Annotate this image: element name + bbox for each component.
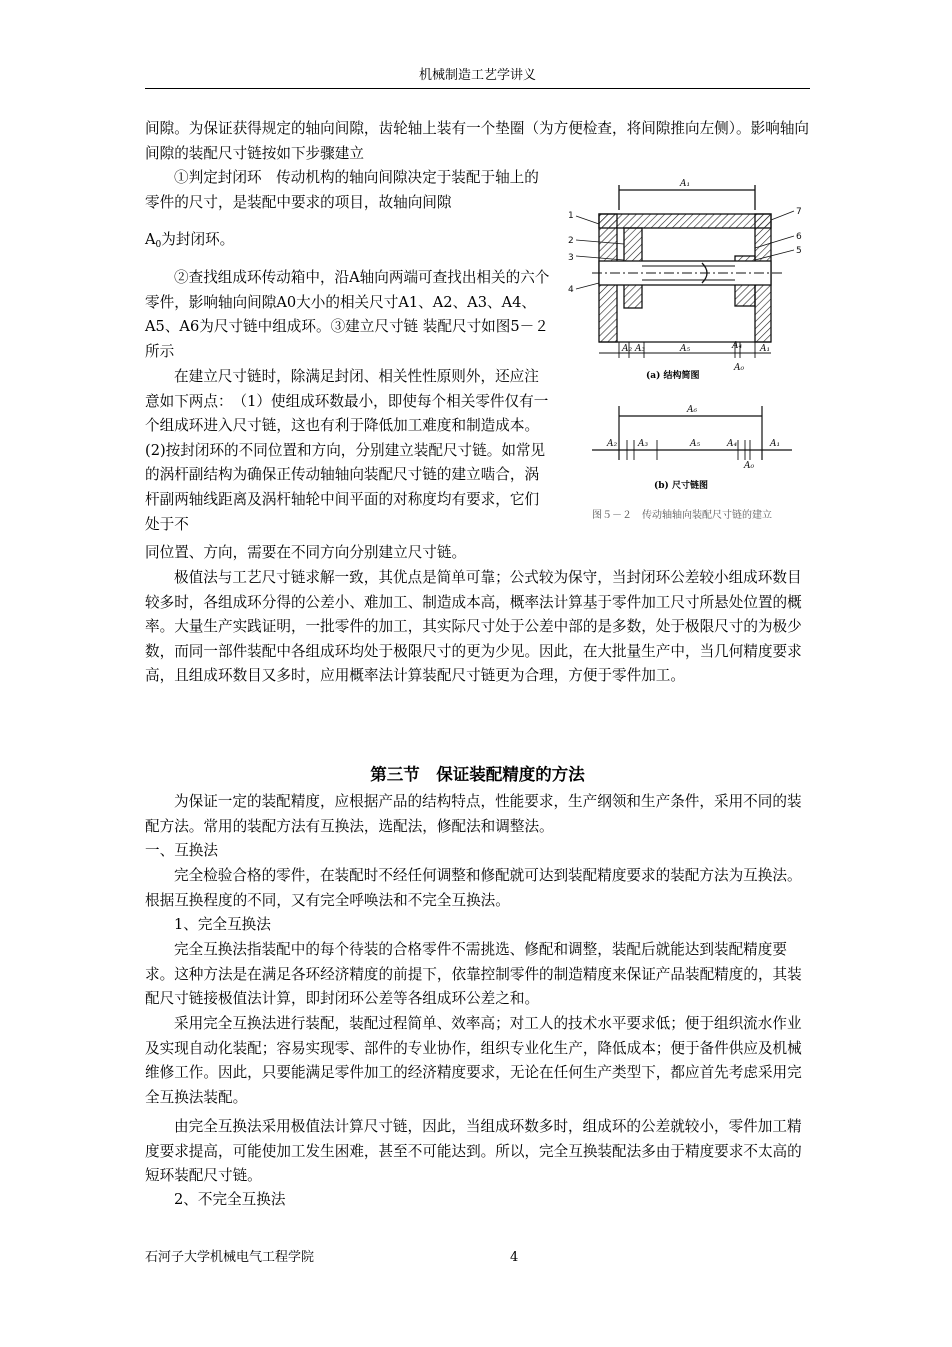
step1-tail: 为封闭环。 [161,231,235,248]
part-number-4: 4 [568,285,574,295]
section-heading: 第三节 保证装配精度的方法 [370,765,585,784]
limitations-paragraph: 由完全互换法采用极值法计算尺寸链，因此，当组成环数多时，组成环的公差就较小，零件加工精度要求提高，可能使加工发生困难，甚至不可能达到。所以，完全互换装配法多由于精度要求不太高的短环装配尺寸链。 [145,1118,802,1185]
structure-sketch [576,185,794,358]
figure-caption-b: (b) 尺寸链图 [654,481,708,491]
part-number-3: 3 [568,253,574,263]
subheading-complete-interchange: 1、完全互换法 [174,916,271,933]
section-intro-paragraph: 为保证一定的装配精度，应根据产品的结构特点，性能要求，生产纲领和生产条件，采用不同的装配方法。常用的装配方法有互换法，选配法，修配法和调整法。 [145,793,802,835]
part-number-7: 7 [796,207,802,217]
closing-ring-subscript: 0 [155,240,162,250]
page-header-title: 机械制造工艺学讲义 [418,68,536,83]
step2-paragraph: ②查找组成环传动箱中，沿A轴向两端可查找出相关的六个零件，影响轴向间隙A0大小的相关尺寸A1、A2、A3、A4、A5、A6为尺寸链中组成环。③建立尺寸链 装配尺寸如图5－２所示 [145,269,550,360]
extreme-method-paragraph: 极值法与工艺尺寸链求解一致，其优点是简单可靠；公式较为保守，当封闭环公差较小组成环数目较多时，各组成环分得的公差小、难加工、制造成本高，概率法计算基于零件加工尺寸所悬处位置的概率。大量生产实践证明，一批零件的加工，其实际尺寸处于公差中部的是多数，处于极限尺寸的为极少数，而同一部件装配中各组成环均处于极限尺寸的更为少见。因此，在大批量生产中，当几何精度要求高，且组成环数目又多时，应用概率法计算装配尺寸链更为合理，方便于零件加工。 [145,569,802,685]
closing-ring-symbol: A [145,231,156,248]
chain-label-a5: A₅ [690,439,701,449]
figure-caption: 图５－２ 传动轴轴向装配尺寸链的建立 [592,510,772,521]
subheading-interchange: 一、互换法 [145,842,218,859]
step1-text: ①判定封闭环 传动机构的轴向间隙决定于装配于轴上的零件的尺寸，是装配中要求的项目，故轴向间隙 [145,169,539,211]
footer-institution: 石河子大学机械电气工程学院 [145,1250,315,1265]
figure-caption-a: (a) 结构简图 [646,371,700,381]
label-top-a: A₁ [680,179,691,189]
figure-5-2 [562,168,812,528]
chain-label-a4: A₄ [727,439,738,449]
dimension-chain-drawing [562,168,812,528]
chain-label-a3: A₃ [638,439,649,449]
subheading-incomplete-interchange: 2、不完全互换法 [174,1191,286,1208]
label-a0: A₀ [734,363,745,373]
header-divider [145,88,810,89]
chain-label-a2: A₂ [607,439,618,449]
label-a5: A₅ [680,344,691,354]
notes-tail: 同位置、方向，需要在不同方向分别建立尺寸链。 [145,544,467,561]
complete-interchange-paragraph: 完全互换法指装配中的每个待装的合格零件不需挑选、修配和调整，装配后就能达到装配精度要求。这种方法是在满足各环经济精度的前提下，依靠控制零件的制造精度来保证产品装配精度的，其装配尺寸链接极值法计算，即封闭环公差等各组成环公差之和。 [145,941,802,1008]
interchange-paragraph: 完全检验合格的零件，在装配时不经任何调整和修配就可达到装配精度要求的装配方法为互换法。根据互换程度的不同，又有完全呼唤法和不完全互换法。 [145,867,802,909]
housing-top [599,214,771,228]
chain-label-a0: A₀ [744,461,755,471]
advantages-paragraph: 采用完全互换法进行装配，装配过程简单、效率高；对工人的技术水平要求低；便于组织流水作业及实现自动化装配；容易实现零、部件的专业协作，组织专业化生产，降低成本；便于备件供应及机械维修工作。因此，只要能满足零件加工的经济精度要求，无论在任何生产类型下，都应首先考虑采用完全互换法装配。 [145,1015,802,1106]
chain-label-top: A₆ [687,405,698,415]
chain-label-a1: A₁ [770,439,781,449]
label-a2: A₂ [622,344,633,354]
label-a1: A₁ [760,344,771,354]
part-number-6: 6 [796,232,802,242]
label-a3: A₃ [635,344,646,354]
page-number: 4 [510,1250,519,1265]
notes-paragraph: 在建立尺寸链时，除满足封闭、相关性性原则外，还应注意如下两点： （1）使组成环数最小，即使每个相关零件仅有一个组成环进入尺寸链，这也有利于降低加工难度和制造成本。(2)按封闭环的不同位置和方向，分别建立装配尺寸链。如常见的涡杆副结构为确保正传动轴轴向装配尺寸链的建立啮合，涡杆副两轴线距离及涡杆轴轮中间平面的对称度均有要求，它们处于不 [145,368,549,533]
part-number-1: 1 [568,211,574,221]
label-a4: A₄ [732,341,743,351]
part-number-5: 5 [796,246,802,256]
step1-paragraph [145,166,550,215]
step1-closing-line [145,228,550,258]
part-number-2: 2 [568,236,574,246]
intro-paragraph: 间隙。为保证获得规定的轴向间隙，齿轮轴上装有一个垫圈（为方便检查，将间隙推向左侧）。影响轴向间隙的装配尺寸链按如下步骤建立 [145,120,810,162]
